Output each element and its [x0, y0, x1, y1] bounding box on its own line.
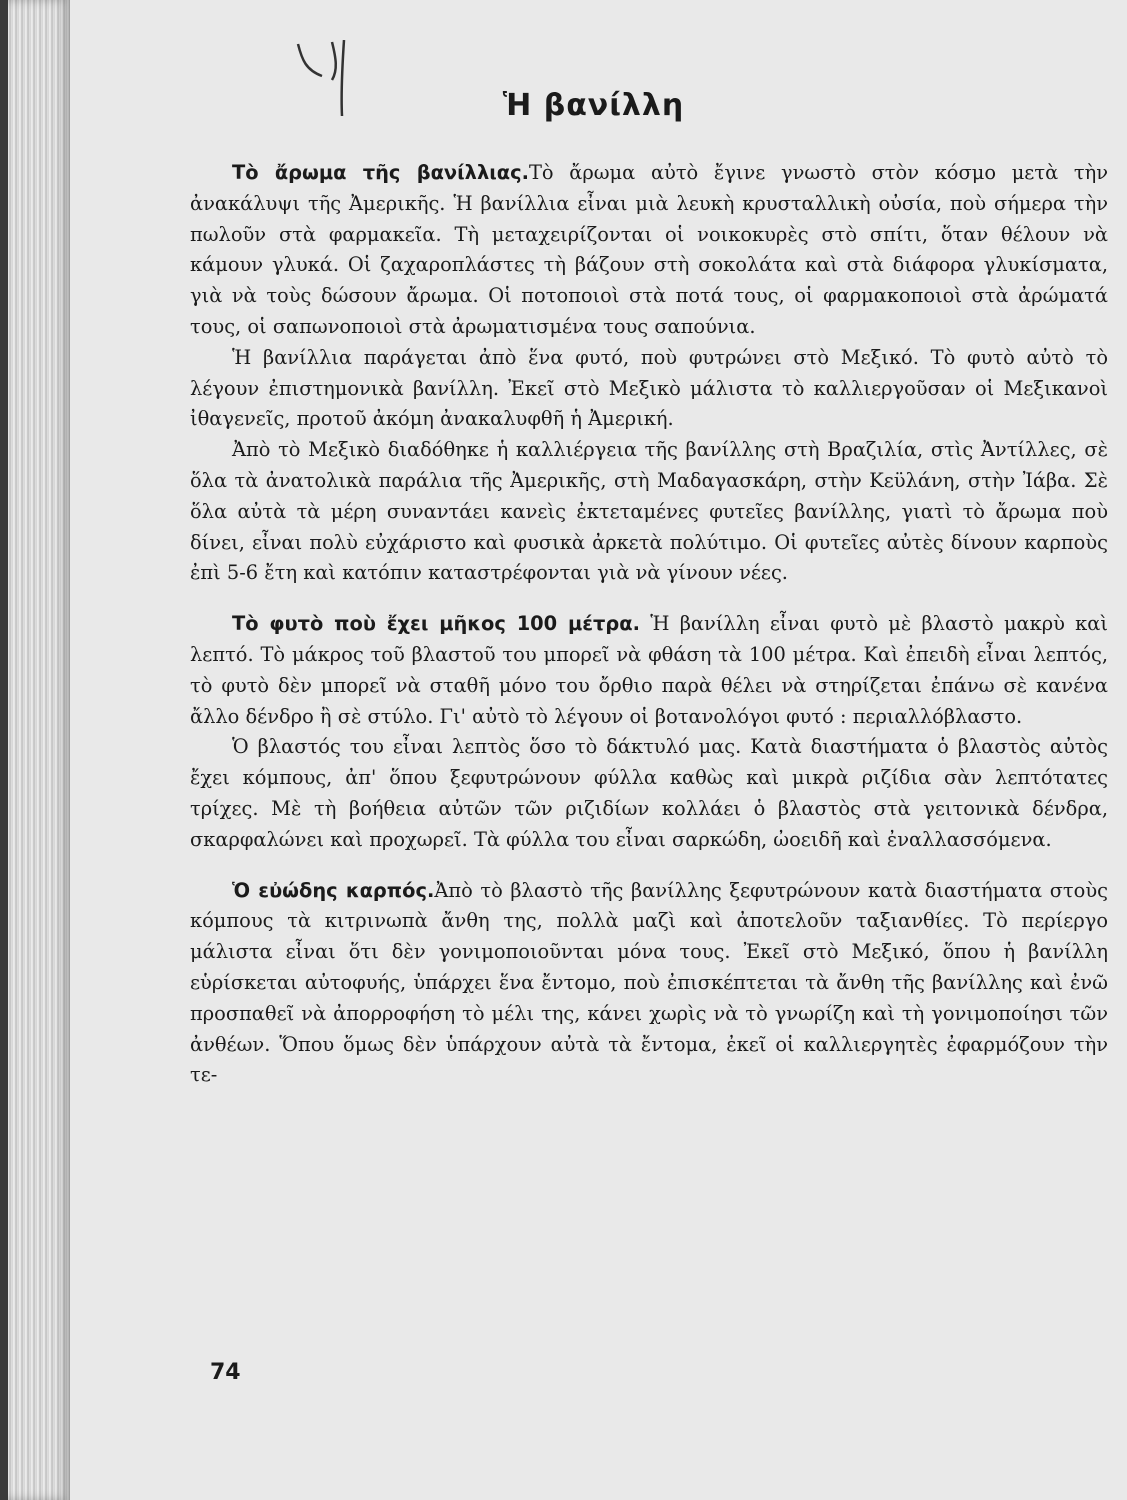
paragraph — [190, 876, 1108, 1092]
article-body — [190, 158, 1108, 1091]
page-number: 74 — [210, 1360, 241, 1385]
section-heading: Τὸ φυτὸ ποὺ ἔχει μῆκος 100 μέτρα. — [232, 612, 640, 636]
paragraph: Ἀπὸ τὸ Μεξικὸ διαδόθηκε ἡ καλλιέργεια τῆς βανίλλης στὴ Βραζιλία, στὶς Ἀντίλλες, σὲ ὅλα τὰ ἀνατολικὰ παράλια τῆς Ἀμερικῆς, στὴ Μαδαγασκάρη, στὴν Κεϋλάνη, στὴν Ἰάβα. Σὲ ὅλα αὐτὰ τὰ μέρη συναντάει κανεὶς ἐκτεταμένες φυτεῖες βανίλλης, γιατὶ τὸ ἄρωμα ποὺ δίνει, εἶναι πολὺ εὐχάριστο καὶ φυσικὰ ἀρκετὰ πολύτιμο. Οἱ φυτεῖες αὐτὲς δίνουν καρποὺς ἐπὶ 5-6 ἔτη καὶ κατόπιν καταστρέφονται γιὰ νὰ γίνουν νέες. — [190, 438, 1108, 585]
paragraph: Ὁ βλαστός του εἶναι λεπτὸς ὅσο τὸ δάκτυλό μας. Κατὰ διαστήματα ὁ βλαστὸς αὐτὸς ἔχει κόμπους, ἀπ' ὅπου ξεφυτρώνουν φύλλα καθὼς καὶ μικρὰ ριζίδια σὰν λεπτότατες τρίχες. Μὲ τὴ βοήθεια αὐτῶν τῶν ριζιδίων κολλάει ὁ βλαστὸς στὰ γειτονικὰ δένδρα, σκαρφαλώνει καὶ προχωρεῖ. Τὰ φύλλα του εἶναι σαρκώδη, ὠοειδῆ καὶ ἐναλλασσόμενα. — [190, 735, 1108, 851]
paragraph — [190, 609, 1108, 732]
section-heading: Ὁ εὐώδης καρπός. — [232, 878, 435, 902]
section-heading: Τὸ ἄρωμα τῆς βανίλλιας. — [232, 161, 529, 184]
paragraph — [190, 158, 1108, 343]
paragraph-text: Ἡ βανίλλη εἶναι φυτὸ μὲ βλαστὸ μακρὺ καὶ λεπτό. Τὸ μάκρος τοῦ βλαστοῦ του μπορεῖ νὰ φθάση τὰ 100 μέτρα. Καὶ ἐπειδὴ εἶναι λεπτός, τὸ φυτὸ δὲν μπορεῖ νὰ σταθῆ μόνο του ὄρθιο παρὰ θέλει νὰ στηρίζεται ἐπάνω σὲ κανένα ἄλλο δένδρο ἢ σὲ στύλο. Γι' αὐτὸ τὸ λέγουν οἱ βοτανολόγοι φυτό : περιαλλόβλαστο. — [190, 612, 1108, 728]
paragraph-text: Ἀπὸ τὸ βλαστὸ τῆς βανίλλης ξεφυτρώνουν κατὰ διαστήματα στοὺς κόμπους τὰ κιτρινωπὰ ἄνθη της, πολλὰ μαζὶ καὶ ἀποτελοῦν ταξιανθίες. Τὸ περίεργο μάλιστα εἶναι ὅτι δὲν γονιμοποιοῦνται μόνα τους. Ἐκεῖ στὸ Μεξικό, ὅπου ἡ βανίλλη εὑρίσκεται αὐτοφυής, ὑπάρχει ἕνα ἔντομο, ποὺ ἐπισκέπτεται τὰ ἄνθη τῆς βανίλλης καὶ ἐνῶ προσπαθεῖ νὰ ἀπορροφήση τὸ μέλι της, κάνει χωρὶς νὰ τὸ γνωρίζη καὶ τὴ γονιμοποίησι τῶν ἀνθέων. Ὅπου ὅμως δὲν ὑπάρχουν αὐτὰ τὰ ἔντομα, ἐκεῖ οἱ καλλιεργητὲς ἐφαρμόζουν τὴν τε- — [190, 878, 1108, 1087]
page-title: Ἡ βανίλλη — [502, 88, 685, 123]
book-page-edges — [0, 0, 70, 1500]
paragraph: Ἡ βανίλλια παράγεται ἀπὸ ἕνα φυτό, ποὺ φυτρώνει στὸ Μεξικό. Τὸ φυτὸ αὐτὸ τὸ λέγουν ἐπιστημονικὰ βανίλλη. Ἐκεῖ στὸ Μεξικὸ μάλιστα τὸ καλλιεργοῦσαν οἱ Μεξικανοὶ ἰθαγενεῖς, προτοῦ ἀκόμη ἀνακαλυφθῆ ἡ Ἀμερική. — [190, 345, 1108, 431]
paragraph-text: Τὸ ἄρωμα αὐτὸ ἔγινε γνωστὸ στὸν κόσμο μετὰ τὴν ἀνακάλυψι τῆς Ἀμερικῆς. Ἡ βανίλλια εἶναι μιὰ λευκὴ κρυσταλλικὴ οὐσία, ποὺ σήμερα τὴν πωλοῦν στὰ φαρμακεῖα. Τὴ μεταχειρίζονται οἱ νοικοκυρὲς στὸ σπίτι, ὅταν θέλουν νὰ κάμουν γλυκά. Οἱ ζαχαροπλάστες τὴ βάζουν στὴ σοκολάτα καὶ στὰ διάφορα γλυκίσματα, γιὰ νὰ τοὺς δώσουν ἄρωμα. Οἱ ποτοποιοὶ στὰ ποτά τους, οἱ φαρμακοποιοὶ στὰ ἀρώματά τους, οἱ σαπωνοποιοὶ στὰ ἀρωματισμένα τους σαπούνια. — [190, 161, 1108, 338]
